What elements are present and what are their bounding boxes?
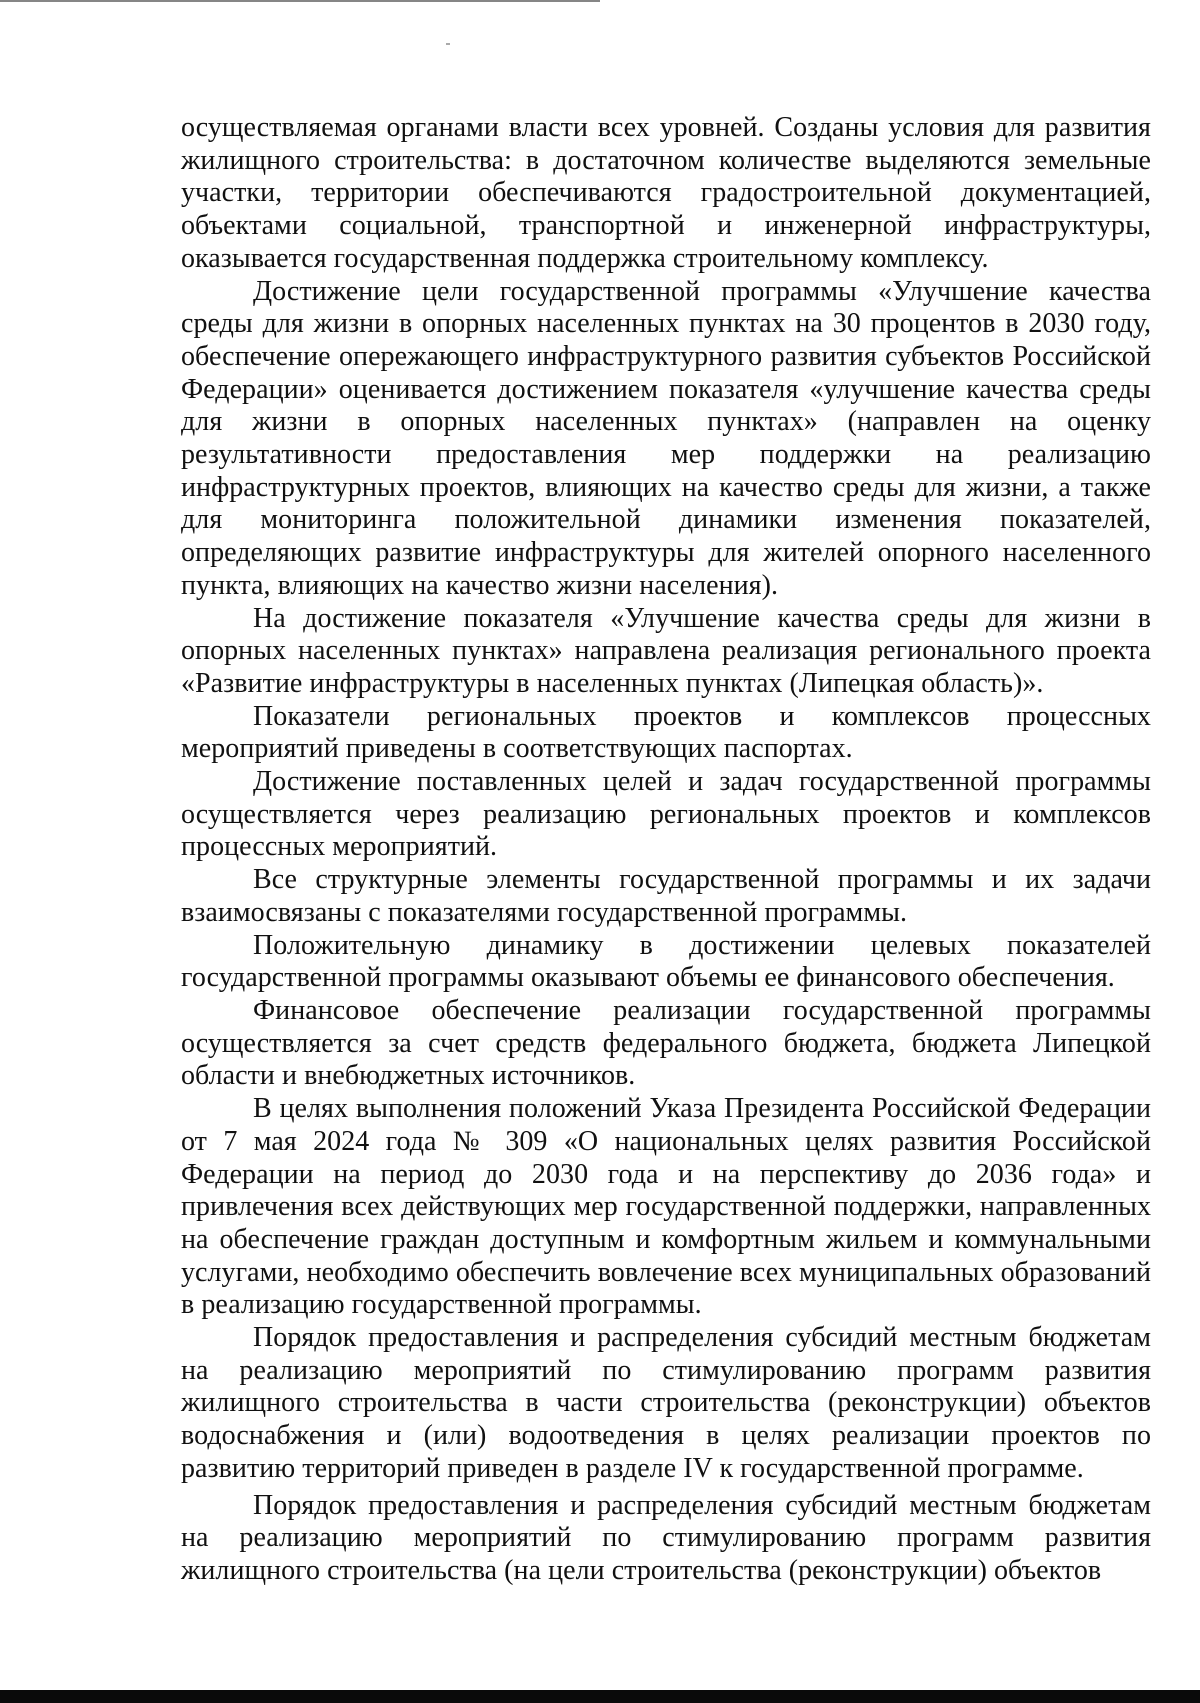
paragraph-indicator-project: На достижение показателя «Улучшение качества среды для жизни в опорных населенных пунктах» направлена реализация регионального проекта «Развитие инфраструктуры в населенных пунктах (Липецкая область)».	[181, 602, 1151, 699]
scan-top-edge	[0, 0, 600, 2]
paragraph-subsidies-construction: Порядок предоставления и распределения субсидий местным бюджетам на реализацию мероприятий по стимулированию программ развития жилищного строительства (на цели строительства (реконструкции) объектов	[181, 1489, 1151, 1586]
paragraph-presidential-decree: В целях выполнения положений Указа Президента Российской Федерации от 7 мая 2024 года № 309 «О национальных целях развития Российской Федерации на период до 2030 года и на перспективу до 2036 года» и привлечения всех действующих мер государственной поддержки, направленных на обеспечение граждан доступным и комфортным жильем и коммунальными услугами, необходимо обеспечить вовлечение всех муниципальных образований в реализацию государственной программы.	[181, 1093, 1151, 1321]
paragraph-goal-achievement: Достижение цели государственной программы «Улучшение качества среды для жизни в опорных населенных пунктах на 30 процентов в 2030 году, обеспечение опережающего инфраструктурного развития субъектов Российской Федерации» оценивается достижением показателя «улучшение качества среды для жизни в опорных населенных пунктах» (направлен на оценку результативности предоставления мер поддержки на реализацию инфраструктурных проектов, влияющих на качество среды для жизни, а также для мониторинга положительной динамики изменения показателей, определяющих развитие инфраструктуры для жителей опорного населенного пункта, влияющих на качество жизни населения).	[181, 275, 1151, 601]
paragraph-continuation: осуществляемая органами власти всех уровней. Созданы условия для развития жилищного строительства: в достаточном количестве выделяются земельные участки, территории обеспечиваются градостроительной документацией, объектами социальной, транспортной и инженерной инфраструктуры, оказывается государственная поддержка строительному комплексу.	[181, 112, 1151, 274]
paragraph-positive-dynamics: Положительную динамику в достижении целевых показателей государственной программы оказывают объемы ее финансового обеспечения.	[181, 929, 1151, 994]
paragraph-goals-tasks: Достижение поставленных целей и задач государственной программы осуществляется через реализацию региональных проектов и комплексов процессных мероприятий.	[181, 766, 1151, 863]
scan-bottom-border	[0, 1690, 1200, 1703]
document-body	[181, 112, 1151, 1588]
paragraph-structural-elements: Все структурные элементы государственной программы и их задачи взаимосвязаны с показателями государственной программы.	[181, 864, 1151, 928]
scan-speck	[446, 43, 450, 45]
paragraph-project-indicators: Показатели региональных проектов и комплексов процессных мероприятий приведены в соответствующих паспортах.	[181, 700, 1151, 765]
paragraph-financing: Финансовое обеспечение реализации государственной программы осуществляется за счет средств федерального бюджета, бюджета Липецкой области и внебюджетных источников.	[181, 994, 1151, 1092]
paragraph-subsidies-water: Порядок предоставления и распределения субсидий местным бюджетам на реализацию мероприятий по стимулированию программ развития жилищного строительства в части строительства (реконструкции) объектов водоснабжения и (или) водоотведения в целях реализации проектов по развитию территорий приведен в разделе IV к государственной программе.	[181, 1322, 1151, 1484]
